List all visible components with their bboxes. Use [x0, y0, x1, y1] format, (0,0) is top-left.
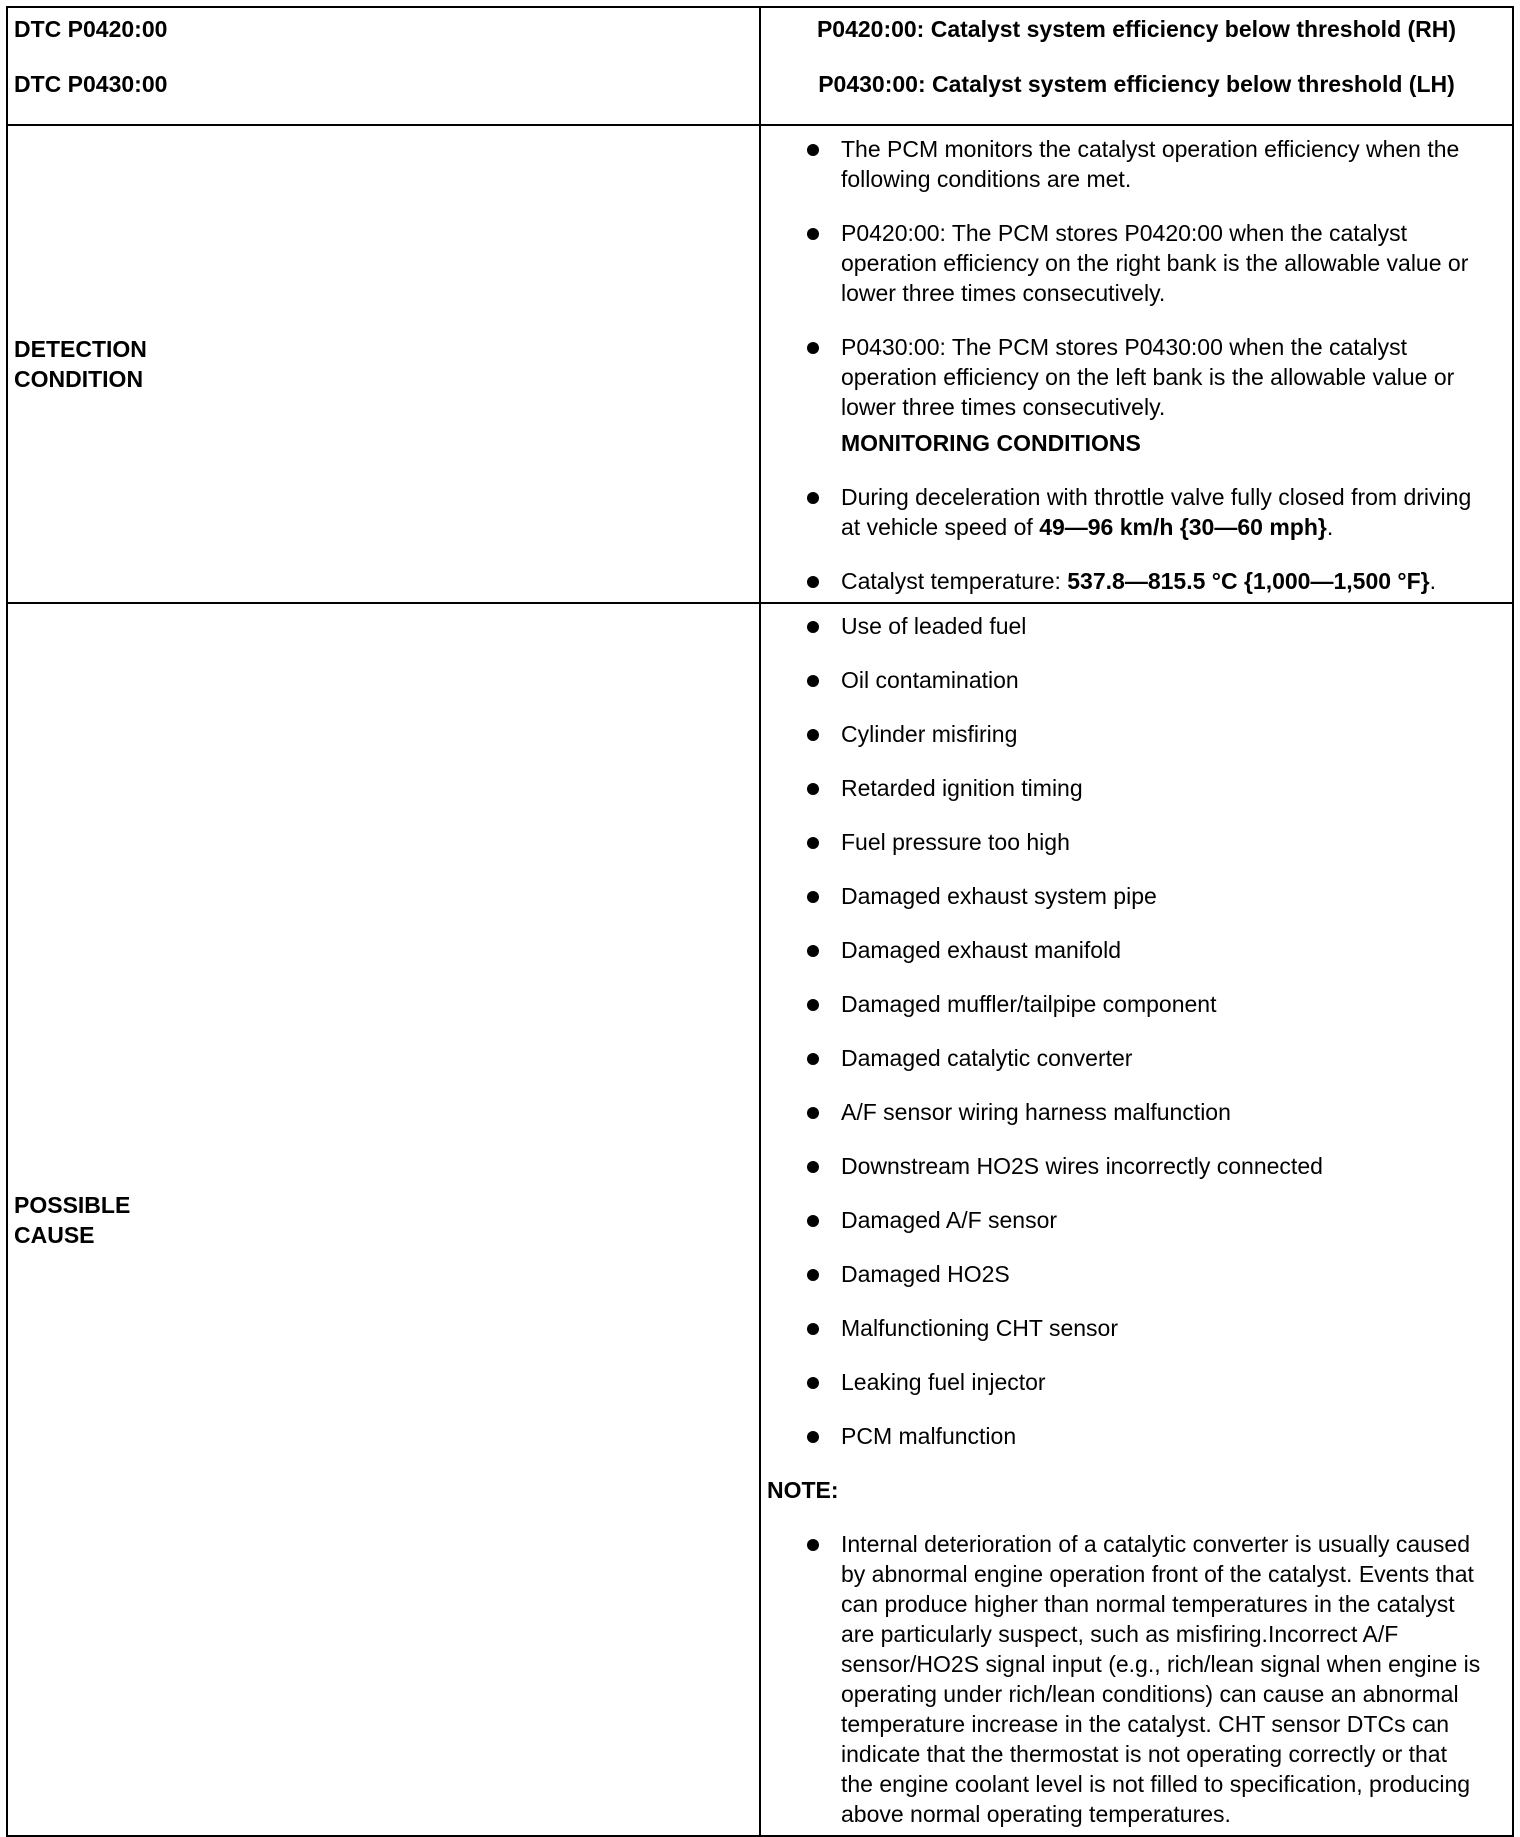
label-line: CAUSE: [14, 1221, 95, 1248]
list-item: A/F sensor wiring harness malfunction: [761, 1097, 1512, 1127]
possible-cause-content: [760, 603, 1513, 1836]
label-line: CONDITION: [14, 366, 144, 392]
list-item: Oil contamination: [761, 665, 1512, 695]
dtc-code: DTC P0430:00: [14, 71, 168, 97]
list-item: Leaking fuel injector: [761, 1367, 1512, 1397]
list-item: Damaged exhaust system pipe: [761, 881, 1512, 911]
dtc-code-cell: [7, 7, 760, 125]
dtc-title: P0430:00: Catalyst system efficiency below threshold (LH): [818, 71, 1455, 97]
item-text: During deceleration with throttle valve fully closed from driving at vehicle speed of: [841, 484, 1472, 540]
list-item: P0430:00: The PCM stores P0430:00 when the catalyst operation efficiency on the left bank is the allowable value or lower three times consecutively.: [761, 332, 1512, 422]
detection-condition-row: [7, 125, 1513, 603]
dtc-title: P0420:00: Catalyst system efficiency below threshold (RH): [816, 16, 1457, 42]
item-text: Catalyst temperature:: [841, 568, 1068, 594]
list-item: Damaged A/F sensor: [761, 1205, 1512, 1235]
detection-condition-content: [760, 125, 1513, 603]
dtc-code: DTC P0420:00: [14, 16, 168, 42]
list-item: The PCM monitors the catalyst operation efficiency when the following conditions are met.: [761, 134, 1512, 194]
dtc-title-cell: [760, 7, 1513, 125]
list-item: Damaged muffler/tailpipe component: [761, 989, 1512, 1019]
list-item: Damaged HO2S: [761, 1259, 1512, 1289]
item-text: .: [1429, 568, 1437, 594]
list-item: Malfunctioning CHT sensor: [761, 1313, 1512, 1343]
speed-value: 49—96 km/h {30—60 mph}: [1039, 514, 1327, 540]
list-item: Retarded ignition timing: [761, 773, 1512, 803]
list-item: Downstream HO2S wires incorrectly connected: [761, 1151, 1512, 1181]
detection-condition-label: [7, 125, 760, 603]
label-line: POSSIBLE: [14, 1191, 131, 1218]
list-item: [761, 566, 1512, 596]
list-item: Damaged catalytic converter: [761, 1043, 1512, 1073]
list-item: Use of leaded fuel: [761, 611, 1512, 641]
dtc-header-row: [7, 7, 1513, 125]
list-item: Cylinder misfiring: [761, 719, 1512, 749]
list-item: PCM malfunction: [761, 1421, 1512, 1451]
list-item: Fuel pressure too high: [761, 827, 1512, 857]
monitoring-conditions-heading: MONITORING CONDITIONS: [841, 430, 1141, 456]
list-item: P0420:00: The PCM stores P0420:00 when the catalyst operation efficiency on the right bank is the allowable value or lower three times consecutively.: [761, 218, 1512, 308]
list-item: Damaged exhaust manifold: [761, 935, 1512, 965]
possible-cause-label: [7, 603, 760, 1836]
note-label: NOTE:: [767, 1477, 839, 1503]
note-text: Internal deterioration of a catalytic converter is usually caused by abnormal engine operation front of the catalyst. Events that can produce higher than normal temperatures in the catalyst are particularly suspect, such as misfiring.Incorrect A/F sensor/HO2S signal input (e.g., rich/lean signal when engine is operating under rich/lean conditions) can cause an abnormal temperature increase in the catalyst. CHT sensor DTCs can indicate that the thermostat is not operating correctly or that the engine coolant level is not filled to specification, producing above normal operating temperatures.: [761, 1529, 1512, 1829]
dtc-table: [6, 6, 1514, 1837]
possible-cause-row: [7, 603, 1513, 1836]
label-line: DETECTION: [14, 336, 147, 362]
item-text: .: [1326, 514, 1334, 540]
temperature-value: 537.8—815.5 °C {1,000—1,500 °F}: [1067, 568, 1430, 594]
list-item: [761, 482, 1512, 542]
